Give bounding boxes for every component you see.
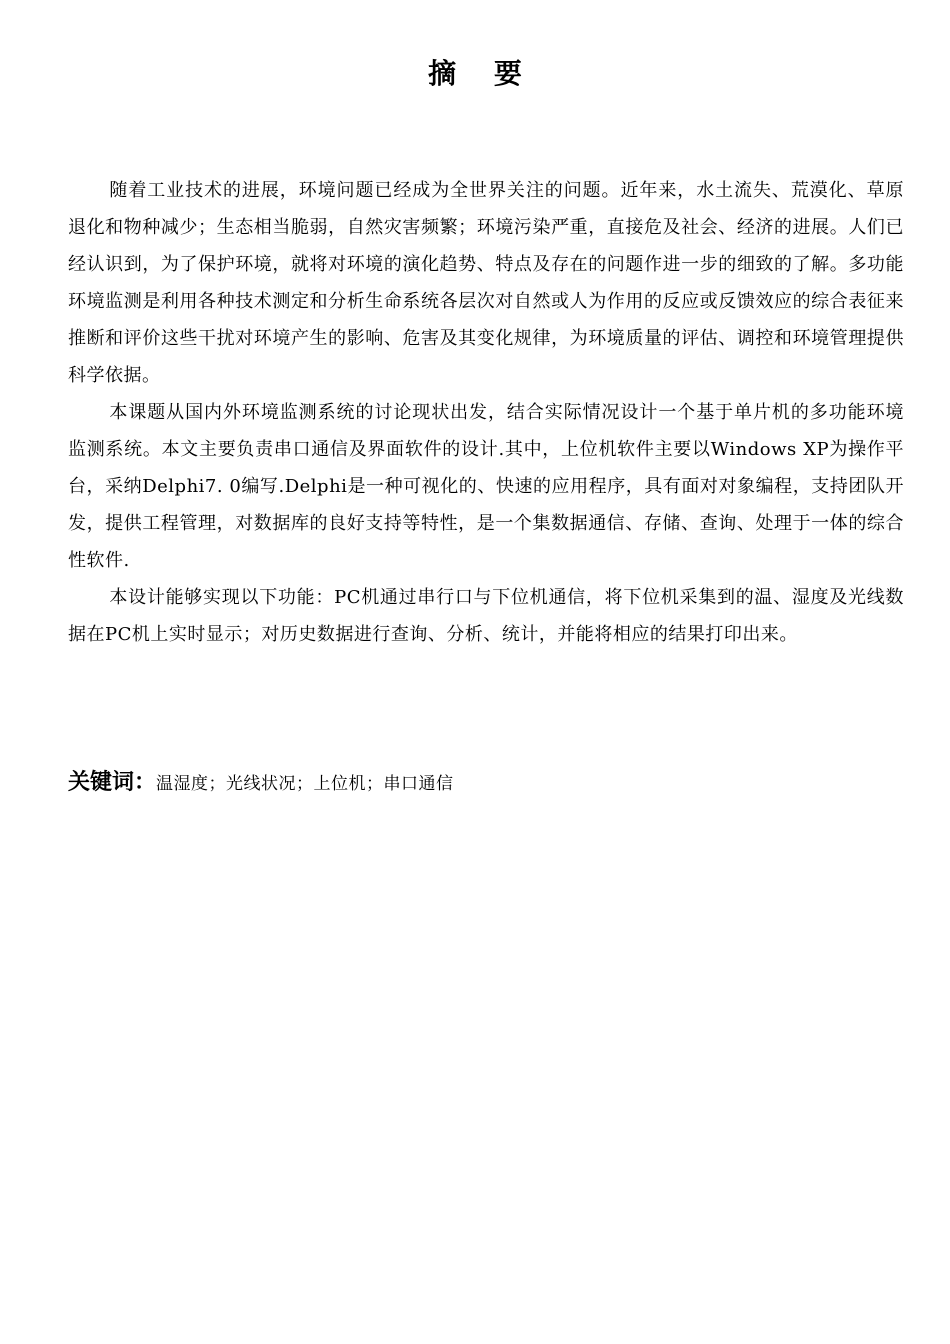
abstract-paragraph-2: 本课题从国内外环境监测系统的讨论现状出发，结合实际情况设计一个基于单片机的多功能环境监测系统。本文主要负责串口通信及界面软件的设计.其中，上位机软件主要以Windows XP为操作平台，采纳Delphi7. 0编写.Delphi是一种可视化的、快速的应用程序，具有面对对象编程，支持团队开发，提供工程管理，对数据库的良好支持等特性，是一个集数据通信、存储、查询、处理于一体的综合性软件.: [68, 402, 904, 571]
keywords-label: 关键词：: [68, 769, 157, 795]
keywords-line: [68, 764, 904, 803]
abstract-paragraph-1: 随着工业技术的进展，环境问题已经成为全世界关注的问题。近年来，水土流失、荒漠化、草原退化和物种减少；生态相当脆弱，自然灾害频繁；环境污染严重，直接危及社会、经济的进展。人们已经认识到，为了保护环境，就将对环境的演化趋势、特点及存在的问题作进一步的细致的了解。多功能环境监测是利用各种技术测定和分析生命系统各层次对自然或人为作用的反应或反馈效应的综合表征来推断和评价这些干扰对环境产生的影响、危害及其变化规律，为环境质量的评估、调控和环境管理提供科学依据。: [68, 180, 904, 386]
abstract-title: 摘 要: [428, 57, 536, 90]
keywords-value: 温湿度；光线状况；上位机；串口通信: [156, 774, 454, 794]
abstract-paragraph-3: 本设计能够实现以下功能：PC机通过串行口与下位机通信，将下位机采集到的温、湿度及光线数据在PC机上实时显示；对历史数据进行查询、分析、统计，并能将相应的结果打印出来。: [68, 587, 904, 645]
abstract-body: [68, 172, 904, 653]
